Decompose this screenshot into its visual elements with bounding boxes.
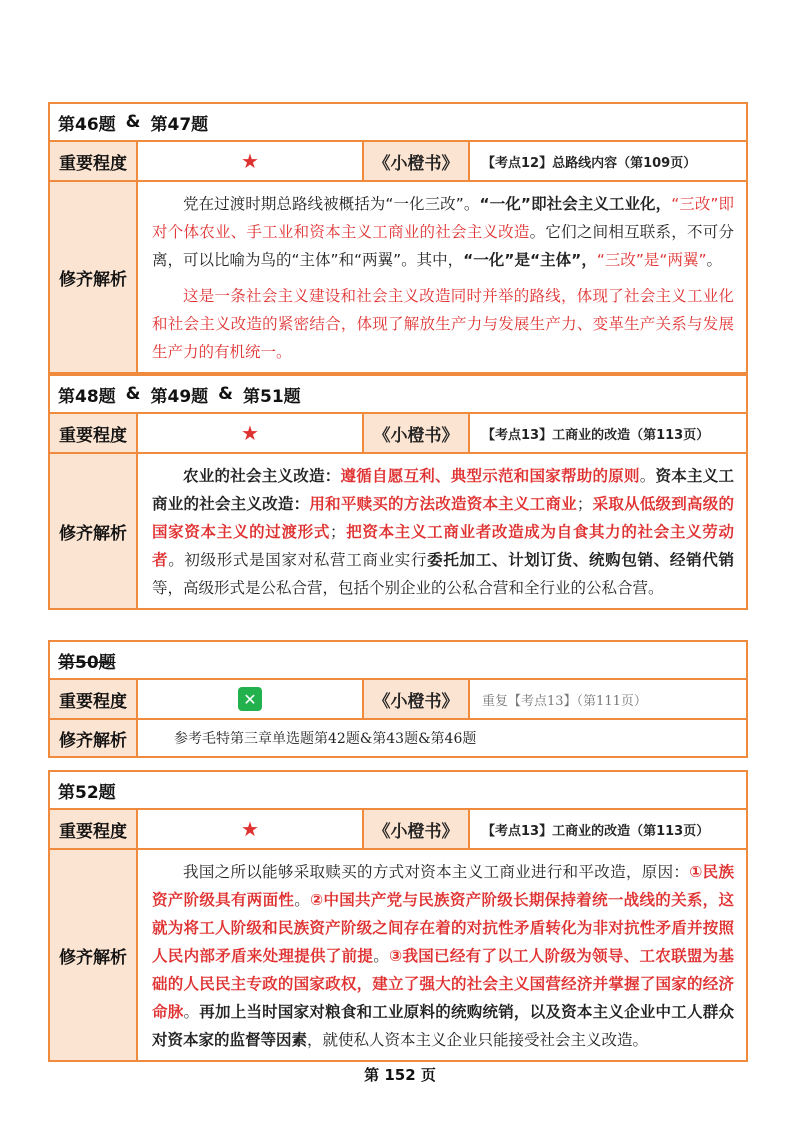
text-run: 我国之所以能够采取赎买的方式对资本主义工商业进行和平改造，原因： [183,863,690,881]
text-run: 等，高级形式是公私合营，包括个别企业的公私合营和全行业的公私合营。 [152,579,664,597]
bold-text: “一化”即社会主义工业化， [479,195,672,213]
analysis-text [138,454,746,608]
block-title [50,104,746,142]
highlight-text: 采取从低级到高级的国家资本主义的过渡形式 [152,495,734,541]
question-number: 第47题 [150,114,209,135]
reference-text: 【考点12】总路线内容（第109页） [482,155,697,171]
ampersand: & [125,384,141,404]
question-number: 第50题 [58,652,116,673]
analysis-row [50,454,746,608]
highlight-text: 把资本主义工商业者改造成为自食其力的社会主义劳动者 [152,523,734,569]
analysis-label: 修齐解析 [50,720,138,756]
highlight-text: ①民族资产阶级具有两面性 [152,863,734,909]
question-number: 第51题 [243,386,301,407]
star-icon: ★ [138,810,364,848]
analysis-label: 修齐解析 [50,850,138,1060]
highlight-text: ②中国共产党与民族资产阶级长期保持着统一战线的关系，这就为将工人阶级和民族资产阶级之间存在着的对抗性矛盾转化为非对抗性矛盾并按照人民内部矛盾来处理提供了前提 [152,891,734,965]
page-number: 第 152 页 [364,1066,436,1084]
reference-note: 参考毛特第三章单选题第42题&第43题&第46题 [174,731,477,747]
bold-text: 农业的社会主义改造： [183,467,341,485]
highlight-paragraph: 这是一条社会主义建设和社会主义改造同时并举的路线，体现了社会主义工业化和社会主义改造的紧密结合，体现了解放生产力与发展生产力、变革生产关系与发展生产力的有机统一。 [152,287,734,361]
analysis-label: 修齐解析 [50,182,138,372]
analysis-text [138,182,746,372]
text-run: 。 [639,467,656,485]
text-run: 。 [183,1003,200,1021]
question-block-48-49-51 [48,374,748,610]
highlight-text: 用和平赎买的方法改造资本主义工商业 [309,495,577,513]
reference-text: 【考点13】工商业的改造（第113页） [482,427,710,443]
importance-cell [138,680,364,718]
text-run: ； [330,523,346,541]
importance-row [50,414,746,454]
block-title [50,376,746,414]
text-run: 。 [706,251,723,269]
importance-label: 重要程度 [50,414,138,452]
bold-text: “一化”是“主体”， [463,251,597,269]
text-run: 。 [294,891,311,909]
text-run: ； [576,495,593,513]
ampersand: & [218,384,233,404]
star-icon: ★ [138,142,364,180]
book-label: 《小橙书》 [364,414,470,452]
reference-text: 【考点13】工商业的改造（第113页） [482,823,710,839]
book-label: 《小橙书》 [364,810,470,848]
importance-row [50,142,746,182]
star-icon: ★ [138,414,364,452]
analysis-label: 修齐解析 [50,454,138,608]
text-run: 党在过渡时期总路线被概括为“一化三改”。 [183,195,480,213]
block-title [50,772,746,810]
text-run: 。 [373,947,390,965]
importance-row [50,810,746,850]
text-run: 。初级形式是国家对私营工商业实行 [168,551,428,569]
question-number: 第49题 [150,386,209,407]
highlight-text: “三改”是“两翼” [596,251,707,269]
question-block-46-47 [48,102,748,374]
importance-label: 重要程度 [50,810,138,848]
bold-text: 委托加工、计划订货、统购包销、经销代销 [427,551,734,569]
highlight-text: 遵循自愿互利、典型示范和国家帮助的原则 [340,467,640,485]
bold-text: 资本主义工商业的社会主义改造： [152,467,734,513]
question-block-50 [48,640,748,758]
block-title [50,642,746,680]
question-block-52 [48,770,748,1062]
analysis-row [50,850,746,1060]
importance-label: 重要程度 [50,142,138,180]
importance-row [50,680,746,720]
cross-icon: ✕ [238,687,262,711]
book-label: 《小橙书》 [364,680,470,718]
reference-text: 重复【考点13】（第111页） [482,693,647,709]
analysis-row [50,720,746,756]
question-number: 第52题 [58,782,116,803]
book-label: 《小橙书》 [364,142,470,180]
text-run: 。它们之间相互联系，不可分离，可以比喻为鸟的“主体”和“两翼”。其中， [152,223,734,269]
question-number: 第46题 [58,114,116,135]
ampersand: & [125,112,141,132]
analysis-row [50,182,746,372]
analysis-text [138,850,746,1060]
importance-label: 重要程度 [50,680,138,718]
question-number: 第48题 [58,386,116,407]
highlight-text: ③我国已经有了以工人阶级为领导、工农联盟为基础的人民民主专政的国家政权，建立了强大的社会主义国营经济并掌握了国家的经济命脉 [152,947,734,1021]
highlight-text: “三改”即对个体农业、手工业和资本主义工商业的社会主义改造 [152,195,735,241]
text-run: ，就使私人资本主义企业只能接受社会主义改造。 [307,1031,649,1049]
bold-text: 再加上当时国家对粮食和工业原料的统购统销，以及资本主义企业中工人群众对资本家的监督等因素 [152,1003,734,1049]
